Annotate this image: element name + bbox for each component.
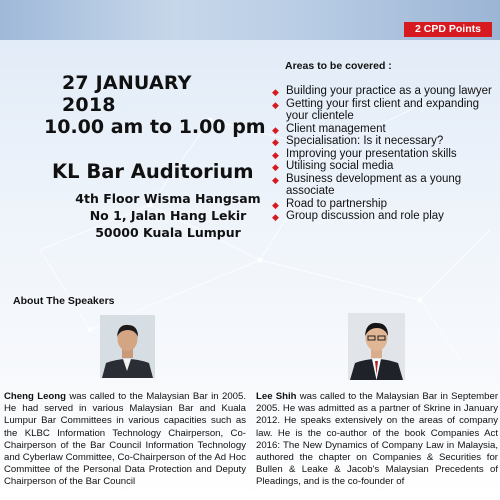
event-time: 10.00 am to 1.00 pm — [44, 116, 266, 138]
cpd-points-badge: 2 CPD Points — [404, 22, 492, 37]
bullet-diamond-icon: ◆ — [272, 199, 279, 210]
list-item: ◆ Specialisation: Is it necessary? — [272, 135, 444, 147]
speaker-name: Lee Shih — [256, 391, 297, 402]
list-item: ◆ Improving your presentation skills — [272, 147, 457, 160]
speaker-photo-lee-shih — [348, 313, 405, 380]
speaker-bio-text: was called to the Malaysian Bar in September 2005. He was admitted as a partner of Skrine in January 2012. He speaks extensively on the areas of company law. He is the co-author of the book Companies Act 2016: The New Dynamics of Company Law in Malaysia, authored the chapter on Companies & Securities for Bullen & Leake & Jacob's Malaysian Precedents of Pleadings, and is the co-founder of — [256, 391, 499, 488]
bullet-diamond-icon: ◆ — [272, 124, 279, 135]
areas-heading: Areas to be covered : — [285, 60, 392, 72]
bullet-diamond-icon: ◆ — [272, 137, 279, 147]
speaker-name: Cheng Leong — [4, 391, 66, 402]
event-venue: KL Bar Auditorium — [52, 160, 254, 183]
speaker-bio-cheng-leong — [4, 391, 246, 489]
bullet-diamond-icon: ◆ — [272, 87, 279, 97]
list-item: ◆ Business development as a young associate — [272, 172, 462, 197]
address-line: No 1, Jalan Hang Lekir — [89, 208, 247, 223]
list-item: ◆ Getting your first client and expanding your clientele — [272, 97, 480, 122]
event-date: 27 JANUARY 2018 — [62, 72, 192, 116]
bullet-diamond-icon: ◆ — [272, 162, 279, 172]
list-item: ◆ Road to partnership — [272, 197, 388, 210]
speaker-photo-cheng-leong — [100, 315, 155, 378]
bullet-diamond-icon: ◆ — [272, 174, 279, 185]
areas-list — [272, 85, 492, 223]
bullet-diamond-icon: ◆ — [272, 212, 279, 222]
bullet-diamond-icon: ◆ — [272, 99, 279, 110]
address-line: 50000 Kuala Lumpur — [95, 225, 241, 240]
list-item: ◆ Group discussion and role play — [272, 210, 444, 222]
list-item: ◆ Client management — [272, 122, 386, 135]
speaker-bio-text: was called to the Malaysian Bar in 2005. He had served in various Malaysian Bar and Kuala Lumpur Bar Committees in various capacities such as the KLBC Information Technology Chairperson, Co-Chairperson of the Bar Council Information Technology and Cyberlaw Committee, Co-Chairperson of the Ad Hoc Committee of the Personal Data Protection and Deputy Chairperson of the Bar Council — [4, 391, 247, 488]
bullet-diamond-icon: ◆ — [272, 149, 279, 160]
list-item: ◆ Utilising social media — [272, 160, 394, 172]
list-item: ◆ Building your practice as a young lawyer — [272, 85, 492, 97]
speakers-heading: About The Speakers — [13, 295, 115, 307]
speaker-bio-lee-shih — [256, 391, 498, 489]
address-line: 4th Floor Wisma Hangsam — [75, 191, 261, 206]
event-address — [68, 190, 268, 241]
